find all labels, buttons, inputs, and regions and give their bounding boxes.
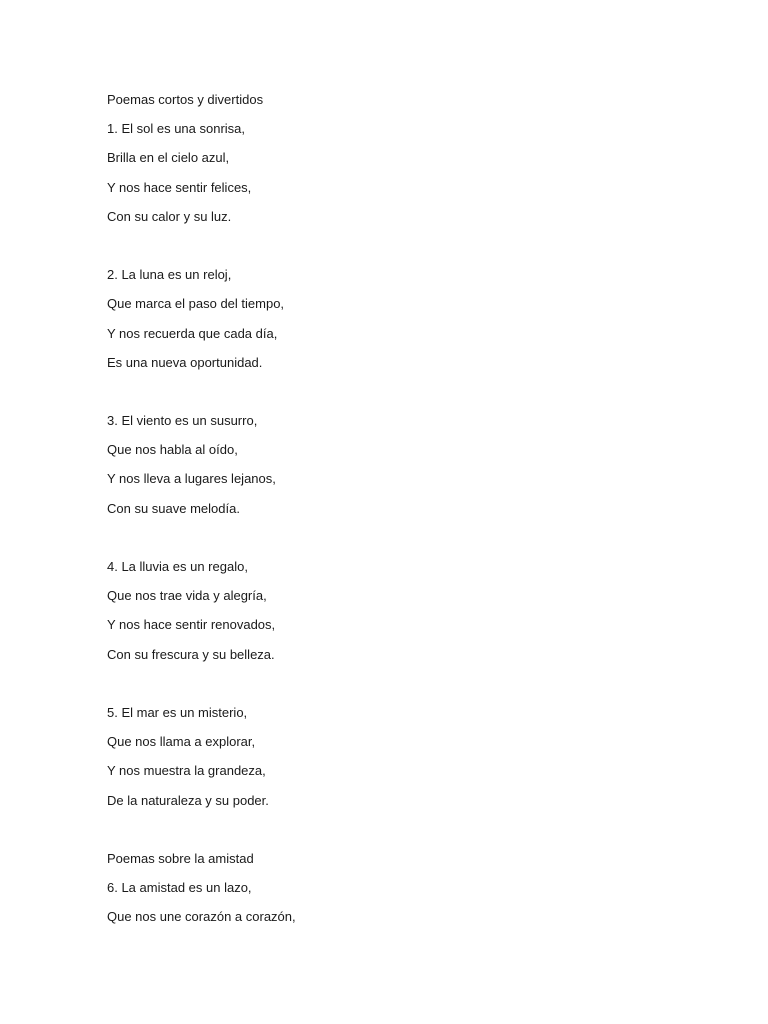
blank-line <box>107 380 707 409</box>
poem-line: Con su suave melodía. <box>107 500 240 516</box>
poem-line: 2. La luna es un reloj, <box>107 267 232 283</box>
poem-line: 5. El mar es un misterio, <box>107 704 248 720</box>
poem-line: Y nos lleva a lugares lejanos, <box>107 471 276 487</box>
blank-line <box>107 818 707 847</box>
poem-line: Que nos llama a explorar, <box>107 734 256 750</box>
poem-line: Que nos habla al oído, <box>107 442 238 458</box>
poem-line: 6. La amistad es un lazo, <box>107 880 252 896</box>
poem-line: De la naturaleza y su poder. <box>107 792 269 808</box>
section-heading: Poemas sobre la amistad <box>107 850 254 866</box>
poem-line: Y nos hace sentir renovados, <box>107 617 276 633</box>
poem-line: Que marca el paso del tiempo, <box>107 296 285 312</box>
poem-line: Y nos muestra la grandeza, <box>107 763 266 779</box>
poem-line: Es una nueva oportunidad. <box>107 354 263 370</box>
poem-line: Que nos une corazón a corazón, <box>107 909 296 925</box>
blank-line <box>107 672 707 701</box>
blank-line <box>107 234 707 263</box>
poem-line: 4. La lluvia es un regalo, <box>107 559 248 574</box>
poem-line: Con su frescura y su belleza. <box>107 646 275 662</box>
section-heading: Poemas cortos y divertidos <box>107 92 264 107</box>
poem-line: Con su calor y su luz. <box>107 208 232 224</box>
blank-line <box>107 526 707 555</box>
poem-line: Brilla en el cielo azul, <box>107 150 230 166</box>
poem-line: 3. El viento es un susurro, <box>107 413 258 429</box>
poem-line: Y nos recuerda que cada día, <box>107 325 278 341</box>
poem-line: Que nos trae vida y alegría, <box>107 588 267 604</box>
poem-line: 1. El sol es una sonrisa, <box>107 121 246 137</box>
document-body <box>107 88 707 934</box>
poem-line: Y nos hace sentir felices, <box>107 179 252 195</box>
